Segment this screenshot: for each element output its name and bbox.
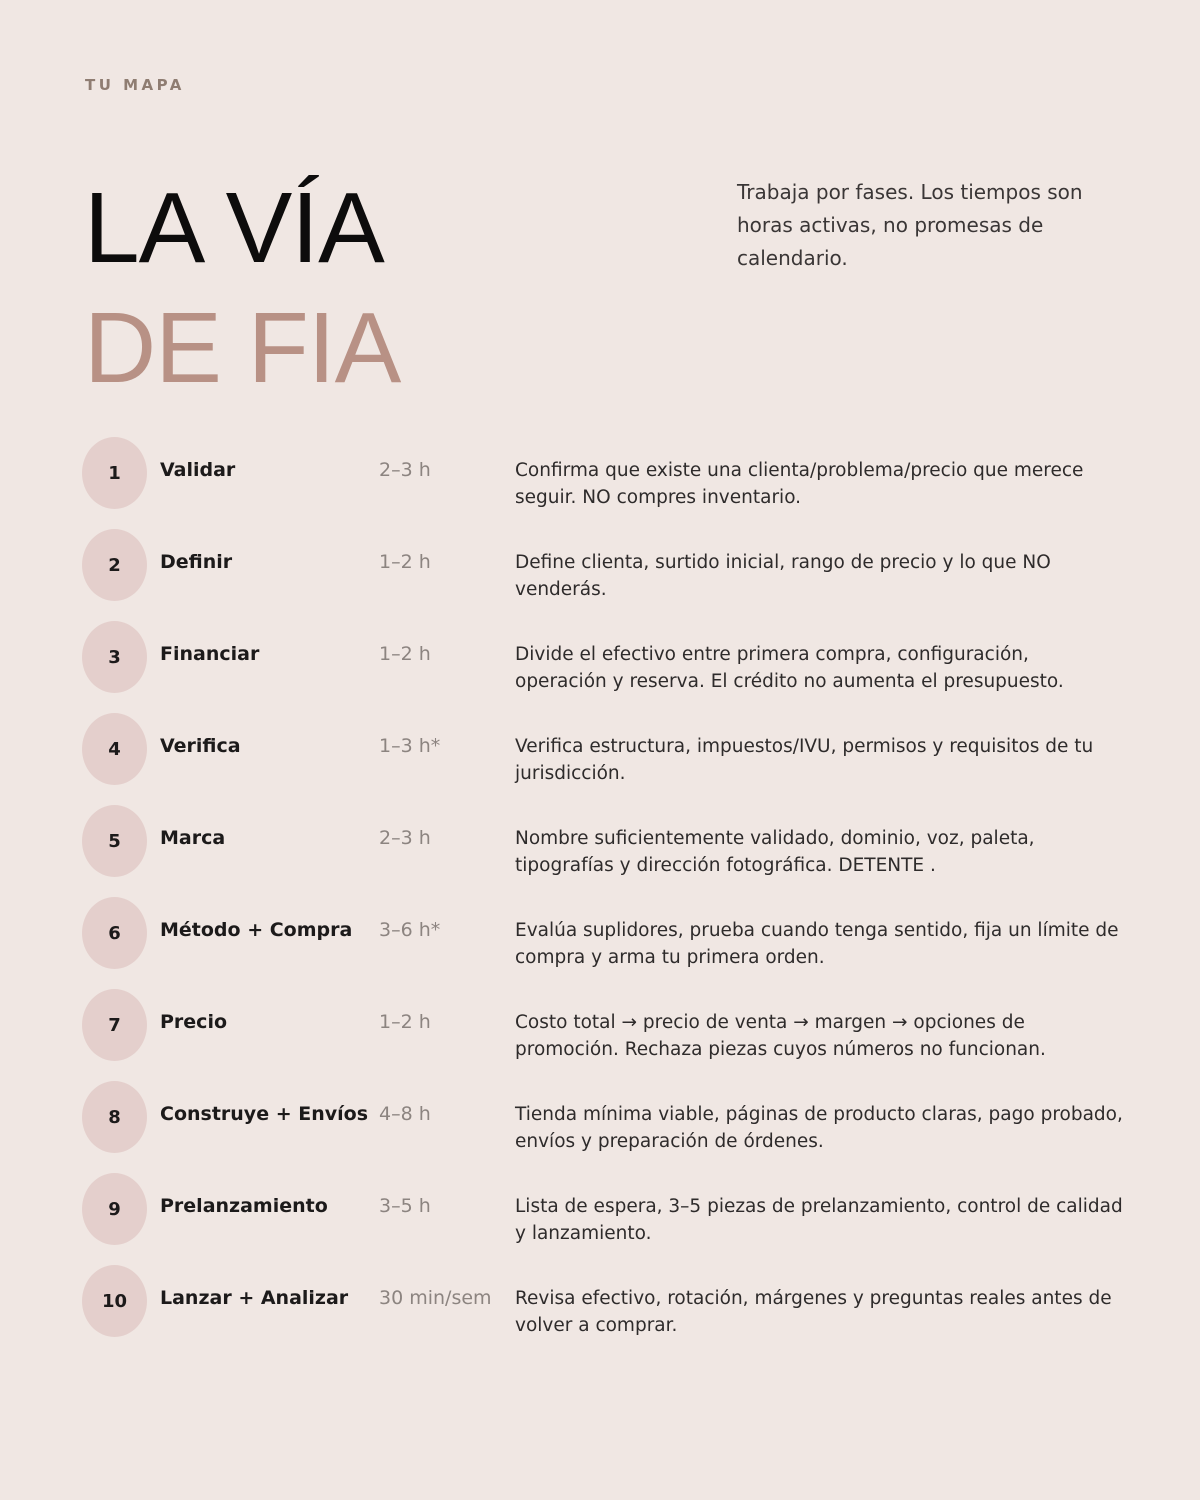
step-number-badge: 7	[82, 989, 147, 1061]
step-time: 1–3 h*	[379, 735, 441, 757]
step-time: 3–5 h	[379, 1195, 431, 1217]
step-description: Tienda mínima viable, páginas de producto claras, pago probado, envíos y preparación de órdenes.	[515, 1104, 1123, 1152]
step-row	[82, 805, 1142, 897]
step-description: Verifica estructura, impuestos/IVU, permisos y requisitos de tu jurisdicción.	[515, 736, 1094, 784]
step-time: 1–2 h	[379, 643, 431, 665]
step-time: 2–3 h	[379, 827, 431, 849]
step-description: Lista de espera, 3–5 piezas de prelanzamiento, control de calidad y lanzamiento.	[515, 1196, 1123, 1244]
step-number-badge: 4	[82, 713, 147, 785]
step-row	[82, 437, 1142, 529]
step-name: Definir	[160, 551, 233, 573]
step-name: Marca	[160, 827, 226, 849]
step-description: Define clienta, surtido inicial, rango de precio y lo que NO venderás.	[515, 552, 1051, 600]
step-time: 2–3 h	[379, 459, 431, 481]
step-row	[82, 621, 1142, 713]
step-description: Revisa efectivo, rotación, márgenes y preguntas reales antes de volver a comprar.	[515, 1288, 1112, 1336]
title-line-1: LA VÍA	[84, 172, 384, 284]
step-description: Divide el efectivo entre primera compra, configuración, operación y reserva. El crédito no aumenta el presupuesto.	[515, 644, 1064, 692]
title-line-2: DE FIA	[84, 292, 401, 404]
step-row	[82, 529, 1142, 621]
step-number-badge: 5	[82, 805, 147, 877]
step-name: Prelanzamiento	[160, 1195, 328, 1217]
intro-text: Trabaja por fases. Los tiempos son horas activas, no promesas de calendario.	[737, 180, 1083, 270]
step-row	[82, 1173, 1142, 1265]
step-time: 3–6 h*	[379, 919, 441, 941]
step-number-badge: 9	[82, 1173, 147, 1245]
step-number-badge: 2	[82, 529, 147, 601]
step-name: Método + Compra	[160, 919, 353, 941]
step-description: Costo total → precio de venta → margen → opciones de promoción. Rechaza piezas cuyos números no funcionan.	[515, 1012, 1046, 1060]
step-time: 30 min/sem	[379, 1287, 492, 1309]
step-name: Precio	[160, 1011, 228, 1033]
step-row	[82, 1081, 1142, 1173]
step-number-badge: 8	[82, 1081, 147, 1153]
step-description: Confirma que existe una clienta/problema/precio que merece seguir. NO compres inventario.	[515, 460, 1084, 508]
step-row	[82, 989, 1142, 1081]
step-time: 1–2 h	[379, 1011, 431, 1033]
step-name: Verifica	[160, 735, 241, 757]
step-name: Lanzar + Analizar	[160, 1287, 349, 1309]
step-row	[82, 713, 1142, 805]
step-description: Nombre suficientemente validado, dominio, voz, paleta, tipografías y dirección fotográfica. DETENTE .	[515, 828, 1035, 876]
step-name: Validar	[160, 459, 236, 481]
step-name: Construye + Envíos	[160, 1103, 368, 1125]
step-row	[82, 1265, 1142, 1357]
step-description: Evalúa suplidores, prueba cuando tenga sentido, fija un límite de compra y arma tu primera orden.	[515, 920, 1119, 968]
step-row	[82, 897, 1142, 989]
step-number-badge: 1	[82, 437, 147, 509]
step-time: 1–2 h	[379, 551, 431, 573]
step-name: Financiar	[160, 643, 260, 665]
step-time: 4–8 h	[379, 1103, 431, 1125]
step-number-badge: 6	[82, 897, 147, 969]
step-number-badge: 10	[82, 1265, 147, 1337]
eyebrow-label: TU MAPA	[85, 76, 185, 94]
step-number-badge: 3	[82, 621, 147, 693]
steps-list	[82, 437, 1142, 1357]
